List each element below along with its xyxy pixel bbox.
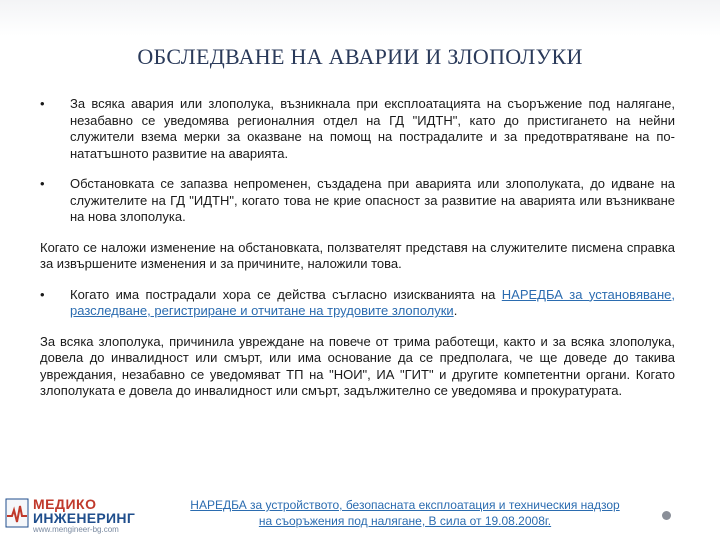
heartbeat-icon: [5, 498, 29, 528]
page-title: ОБСЛЕДВАНЕ НА АВАРИИ И ЗЛОПОЛУКИ: [137, 44, 583, 69]
bullet-icon: •: [40, 286, 45, 302]
bullet-item-accident-report: [40, 96, 675, 162]
bullet-text: Когато има пострадали хора се действа съгласно изискванията на: [70, 286, 502, 302]
logo-text-bottom: ИНЖЕНЕРИНГ: [33, 510, 136, 526]
bullet-end: .: [453, 303, 458, 318]
bullet-text: За всяка авария или злополука, възникнала при експлоатацията на съоръжение под налягане, незабавно се уведомява регионалния отдел на ГД "ИДТН", като до пристигането на нейни служители взема мерки за оказване на помощ на пострадалите и за предотвратяване на по-нататъшното развитие на аварията.: [70, 96, 675, 161]
footer-regulation: [150, 497, 660, 529]
bullet-icon: •: [40, 176, 45, 191]
top-band: [0, 0, 720, 36]
logo: [5, 496, 150, 536]
paragraph-scene-change: Когато се наложи изменение на обстановката, ползвателят представя на служителите писмена справка за извършените изменения и за причините, наложили това.: [40, 239, 675, 271]
regulation-link-work-accidents[interactable]: НАРЕДБА за установяване, разследване, регистриране и отчитане на трудовите злополуки: [70, 286, 675, 318]
logo-website: www.mengineer-bg.com: [33, 525, 119, 534]
bullet-text: Обстановката се запазва непроменен, създадена при аварията или злополуката, до идване на служителите на ГД "ИДТН", когато това не крие опасност за развитие на аварията или възникване на нова злополука.: [70, 176, 675, 224]
content-body: [40, 96, 675, 414]
logo-text-top: МЕДИКО: [33, 496, 97, 512]
regulation-link-pressure-equipment-line1[interactable]: НАРЕДБА за устройството, безопасната експлоатация и техническия надзор: [190, 498, 620, 512]
bullet-item-injured: [40, 287, 675, 320]
bullet-icon: •: [40, 96, 45, 111]
corner-dot-decoration: [662, 511, 671, 520]
bullet-item-preserve-scene: [40, 176, 675, 226]
paragraph-notification: За всяка злополука, причинила увреждане на повече от трима работещи, както и за всяка злополука, довела до инвалидност или смърт, или има основание да се предполага, че ще доведе до такива увреждания, незабавно се уведомяват ТП на "НОИ", ИА "ГИТ" и другите компетентни органи. Когато злополуката е довела до инвалидност или смърт, задължително се уведомява и прокуратурата.: [40, 333, 675, 398]
regulation-link-pressure-equipment-line2[interactable]: на съоръжения под налягане, В сила от 19.08.2008г.: [258, 514, 552, 528]
